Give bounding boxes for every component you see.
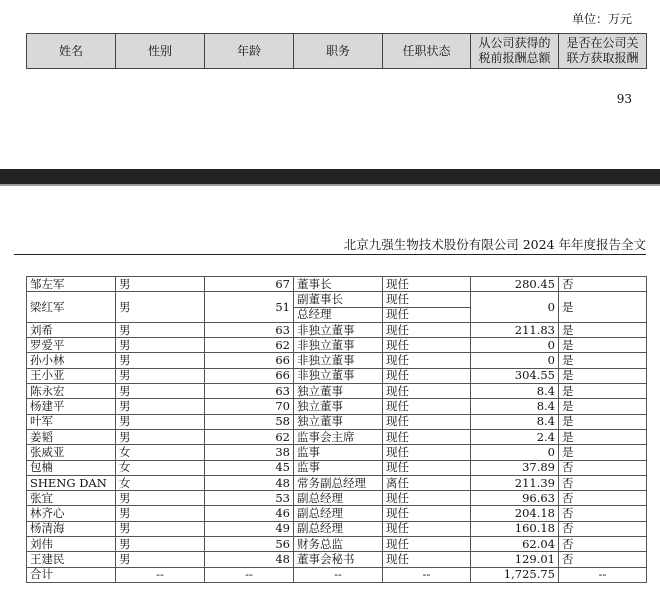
cell-gender: 女 bbox=[116, 445, 205, 460]
cell-related: 是 bbox=[559, 414, 647, 429]
cell-gender: 男 bbox=[116, 368, 205, 383]
cell-pay: 129.01 bbox=[471, 552, 559, 567]
cell-name: 张宜 bbox=[27, 491, 116, 506]
header-rule bbox=[14, 254, 646, 255]
cell-gender: 男 bbox=[116, 322, 205, 337]
cell-gender: 男 bbox=[116, 338, 205, 353]
cell-name: 叶军 bbox=[27, 414, 116, 429]
table-row bbox=[27, 292, 647, 307]
cell-status: 现任 bbox=[383, 460, 471, 475]
col-header-status: 任职状态 bbox=[383, 34, 471, 69]
cell-age: 63 bbox=[205, 384, 294, 399]
col-header-position: 职务 bbox=[294, 34, 383, 69]
cell-status: 现任 bbox=[383, 307, 471, 322]
cell-related: 是 bbox=[559, 429, 647, 444]
table-row bbox=[27, 506, 647, 521]
table-row bbox=[27, 414, 647, 429]
table-row bbox=[27, 445, 647, 460]
col-header-age: 年龄 bbox=[205, 34, 294, 69]
table-row bbox=[27, 322, 647, 337]
table-row bbox=[27, 429, 647, 444]
cell-position: 非独立董事 bbox=[294, 338, 383, 353]
col-header-related-line1: 是否在公司关 bbox=[566, 36, 639, 50]
cell-status: 现任 bbox=[383, 429, 471, 444]
cell-pay: 0 bbox=[471, 445, 559, 460]
cell-status: 现任 bbox=[383, 292, 471, 307]
cell-related: 是 bbox=[559, 384, 647, 399]
cell-gender: 男 bbox=[116, 399, 205, 414]
cell-position: 副总经理 bbox=[294, 491, 383, 506]
compensation-table bbox=[26, 276, 647, 583]
cell-gender: 男 bbox=[116, 384, 205, 399]
cell-pay: 62.04 bbox=[471, 537, 559, 552]
cell-name: 杨清海 bbox=[27, 521, 116, 536]
cell-position: 副董事长 bbox=[294, 292, 383, 307]
total-label: 合计 bbox=[27, 567, 116, 582]
table-row bbox=[27, 537, 647, 552]
cell-pay: 2.4 bbox=[471, 429, 559, 444]
cell-related: 是 bbox=[559, 338, 647, 353]
cell-status: 现任 bbox=[383, 322, 471, 337]
col-header-salary bbox=[471, 34, 559, 69]
total-age: -- bbox=[205, 567, 294, 582]
cell-related: 是 bbox=[559, 399, 647, 414]
cell-pay: 37.89 bbox=[471, 460, 559, 475]
cell-gender: 男 bbox=[116, 491, 205, 506]
cell-related: 否 bbox=[559, 506, 647, 521]
cell-pay: 8.4 bbox=[471, 399, 559, 414]
cell-pay: 280.45 bbox=[471, 277, 559, 292]
cell-age: 48 bbox=[205, 475, 294, 490]
total-pay: 1,725.75 bbox=[471, 567, 559, 582]
cell-related: 是 bbox=[559, 353, 647, 368]
cell-age: 48 bbox=[205, 552, 294, 567]
cell-pay: 204.18 bbox=[471, 506, 559, 521]
cell-position: 非独立董事 bbox=[294, 322, 383, 337]
table-row bbox=[27, 475, 647, 490]
cell-status: 现任 bbox=[383, 368, 471, 383]
cell-pay: 211.39 bbox=[471, 475, 559, 490]
cell-related: 否 bbox=[559, 475, 647, 490]
cell-status: 现任 bbox=[383, 338, 471, 353]
col-header-salary-line2: 税前报酬总额 bbox=[478, 51, 551, 65]
cell-position: 副总经理 bbox=[294, 506, 383, 521]
unit-label: 单位：万元 bbox=[571, 12, 632, 26]
cell-gender: 男 bbox=[116, 414, 205, 429]
col-header-related-pay bbox=[559, 34, 647, 69]
cell-name: 梁红军 bbox=[27, 292, 116, 323]
cell-status: 现任 bbox=[383, 537, 471, 552]
cell-gender: 男 bbox=[116, 277, 205, 292]
cell-name: 王建民 bbox=[27, 552, 116, 567]
page-break-band bbox=[0, 169, 660, 185]
table-row bbox=[27, 384, 647, 399]
table-row bbox=[27, 521, 647, 536]
total-related: -- bbox=[559, 567, 647, 582]
cell-pay: 96.63 bbox=[471, 491, 559, 506]
cell-status: 现任 bbox=[383, 399, 471, 414]
cell-name: 刘希 bbox=[27, 322, 116, 337]
cell-related: 是 bbox=[559, 292, 647, 323]
table-row bbox=[27, 491, 647, 506]
table-row bbox=[27, 552, 647, 567]
cell-age: 62 bbox=[205, 338, 294, 353]
table-row bbox=[27, 460, 647, 475]
cell-name: 陈永宏 bbox=[27, 384, 116, 399]
col-header-salary-line1: 从公司获得的 bbox=[478, 36, 551, 50]
cell-related: 是 bbox=[559, 322, 647, 337]
cell-gender: 女 bbox=[116, 475, 205, 490]
cell-status: 现任 bbox=[383, 445, 471, 460]
cell-status: 现任 bbox=[383, 552, 471, 567]
cell-age: 58 bbox=[205, 414, 294, 429]
cell-position: 独立董事 bbox=[294, 384, 383, 399]
cell-status: 现任 bbox=[383, 414, 471, 429]
cell-gender: 男 bbox=[116, 429, 205, 444]
cell-pay: 211.83 bbox=[471, 322, 559, 337]
cell-age: 66 bbox=[205, 368, 294, 383]
cell-position: 独立董事 bbox=[294, 399, 383, 414]
cell-position: 独立董事 bbox=[294, 414, 383, 429]
cell-age: 53 bbox=[205, 491, 294, 506]
cell-gender: 男 bbox=[116, 521, 205, 536]
cell-age: 66 bbox=[205, 353, 294, 368]
cell-status: 现任 bbox=[383, 521, 471, 536]
cell-age: 56 bbox=[205, 537, 294, 552]
total-status: -- bbox=[383, 567, 471, 582]
col-header-related-line2: 联方获取报酬 bbox=[566, 51, 639, 65]
cell-pay: 8.4 bbox=[471, 414, 559, 429]
page-break-shadow bbox=[0, 184, 660, 186]
cell-status: 离任 bbox=[383, 475, 471, 490]
total-gender: -- bbox=[116, 567, 205, 582]
col-header-gender: 性别 bbox=[116, 34, 205, 69]
cell-related: 否 bbox=[559, 537, 647, 552]
cell-gender: 男 bbox=[116, 506, 205, 521]
cell-name: 刘伟 bbox=[27, 537, 116, 552]
cell-position: 财务总监 bbox=[294, 537, 383, 552]
col-header-name: 姓名 bbox=[27, 34, 116, 69]
cell-position: 董事会秘书 bbox=[294, 552, 383, 567]
table-row bbox=[27, 368, 647, 383]
cell-related: 是 bbox=[559, 445, 647, 460]
cell-related: 否 bbox=[559, 460, 647, 475]
cell-pay: 160.18 bbox=[471, 521, 559, 536]
cell-position: 监事会主席 bbox=[294, 429, 383, 444]
cell-age: 51 bbox=[205, 292, 294, 323]
cell-position: 副总经理 bbox=[294, 521, 383, 536]
cell-position: 非独立董事 bbox=[294, 368, 383, 383]
cell-age: 70 bbox=[205, 399, 294, 414]
cell-gender: 男 bbox=[116, 537, 205, 552]
cell-name: 孙小林 bbox=[27, 353, 116, 368]
cell-related: 否 bbox=[559, 521, 647, 536]
cell-status: 现任 bbox=[383, 353, 471, 368]
cell-age: 45 bbox=[205, 460, 294, 475]
cell-name: 邹左军 bbox=[27, 277, 116, 292]
cell-age: 49 bbox=[205, 521, 294, 536]
cell-pay: 0 bbox=[471, 338, 559, 353]
cell-related: 否 bbox=[559, 552, 647, 567]
cell-status: 现任 bbox=[383, 491, 471, 506]
cell-name: SHENG DAN bbox=[27, 475, 116, 490]
cell-status: 现任 bbox=[383, 384, 471, 399]
cell-position: 总经理 bbox=[294, 307, 383, 322]
cell-status: 现任 bbox=[383, 506, 471, 521]
cell-pay: 8.4 bbox=[471, 384, 559, 399]
cell-gender: 男 bbox=[116, 552, 205, 567]
cell-related: 否 bbox=[559, 491, 647, 506]
table-row bbox=[27, 399, 647, 414]
cell-position: 董事长 bbox=[294, 277, 383, 292]
cell-age: 62 bbox=[205, 429, 294, 444]
cell-name: 姜韬 bbox=[27, 429, 116, 444]
cell-name: 王小亚 bbox=[27, 368, 116, 383]
cell-gender: 男 bbox=[116, 292, 205, 323]
cell-position: 监事 bbox=[294, 460, 383, 475]
table-row bbox=[27, 338, 647, 353]
cell-name: 杨建平 bbox=[27, 399, 116, 414]
cell-gender: 女 bbox=[116, 460, 205, 475]
cell-age: 46 bbox=[205, 506, 294, 521]
cell-related: 否 bbox=[559, 277, 647, 292]
cell-position: 监事 bbox=[294, 445, 383, 460]
cell-age: 67 bbox=[205, 277, 294, 292]
page-number: 93 bbox=[616, 92, 632, 106]
table-row bbox=[27, 277, 647, 292]
cell-position: 非独立董事 bbox=[294, 353, 383, 368]
cell-position: 常务副总经理 bbox=[294, 475, 383, 490]
cell-pay: 304.55 bbox=[471, 368, 559, 383]
total-row bbox=[27, 567, 647, 582]
cell-status: 现任 bbox=[383, 277, 471, 292]
cell-name: 罗爱平 bbox=[27, 338, 116, 353]
cell-age: 38 bbox=[205, 445, 294, 460]
cell-pay: 0 bbox=[471, 353, 559, 368]
running-header: 北京九强生物技术股份有限公司 2024 年年度报告全文 bbox=[343, 237, 646, 252]
cell-name: 包楠 bbox=[27, 460, 116, 475]
table-row bbox=[27, 353, 647, 368]
cell-related: 是 bbox=[559, 368, 647, 383]
cell-name: 张威亚 bbox=[27, 445, 116, 460]
cell-name: 林齐心 bbox=[27, 506, 116, 521]
total-position: -- bbox=[294, 567, 383, 582]
header-table bbox=[26, 33, 647, 69]
cell-gender: 男 bbox=[116, 353, 205, 368]
cell-age: 63 bbox=[205, 322, 294, 337]
cell-pay: 0 bbox=[471, 292, 559, 323]
